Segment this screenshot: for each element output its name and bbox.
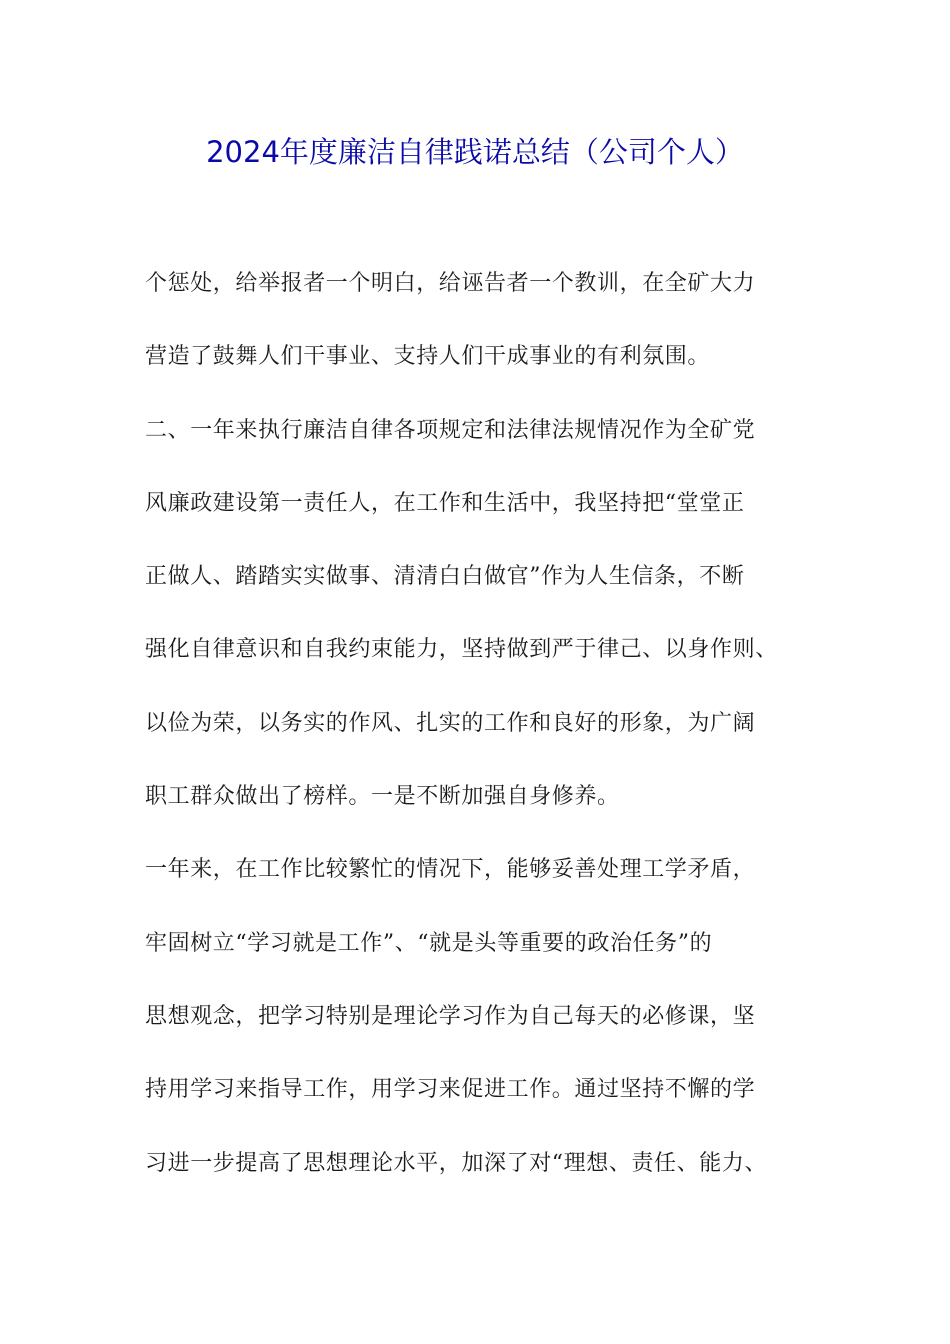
- text-line: 营造了鼓舞人们干事业、支持人们干成事业的有利氛围。: [145, 344, 711, 370]
- text-line: 习进一步提高了思想理论水平，加深了对“理想、责任、能力、: [145, 1150, 768, 1176]
- text-line: 正做人、踏踏实实做事、清清白白做官”作为人生信条，不断: [145, 564, 745, 590]
- text-line: 二、一年来执行廉洁自律各项规定和法律法规情况作为全矿党: [145, 417, 756, 443]
- text-line: 强化自律意识和自我约束能力，坚持做到严于律己、以身作则、: [145, 637, 778, 663]
- text-line: 思想观念，把学习特别是理论学习作为自己每天的必修课，坚: [145, 1003, 756, 1029]
- document-body: [145, 262, 835, 1215]
- text-line: 以俭为荣，以务实的作风、扎实的工作和良好的形象，为广阔: [145, 710, 756, 736]
- text-line: 一年来，在工作比较繁忙的情况下，能够妥善处理工学矛盾，: [145, 857, 756, 883]
- text-line: 风廉政建设第一责任人，在工作和生活中，我坚持把“堂堂正: [145, 490, 745, 516]
- text-line: 持用学习来指导工作，用学习来促进工作。通过坚持不懈的学: [145, 1077, 756, 1103]
- text-line: 职工群众做出了榜样。一是不断加强自身修养。: [145, 784, 620, 810]
- text-line: 牢固树立“学习就是工作”、“就是头等重要的政治任务”的: [145, 930, 713, 956]
- document-title: 2024年度廉洁自律践诺总结（公司个人）: [206, 135, 744, 169]
- text-line: 个惩处，给举报者一个明白，给诬告者一个教训，在全矿大力: [145, 271, 756, 296]
